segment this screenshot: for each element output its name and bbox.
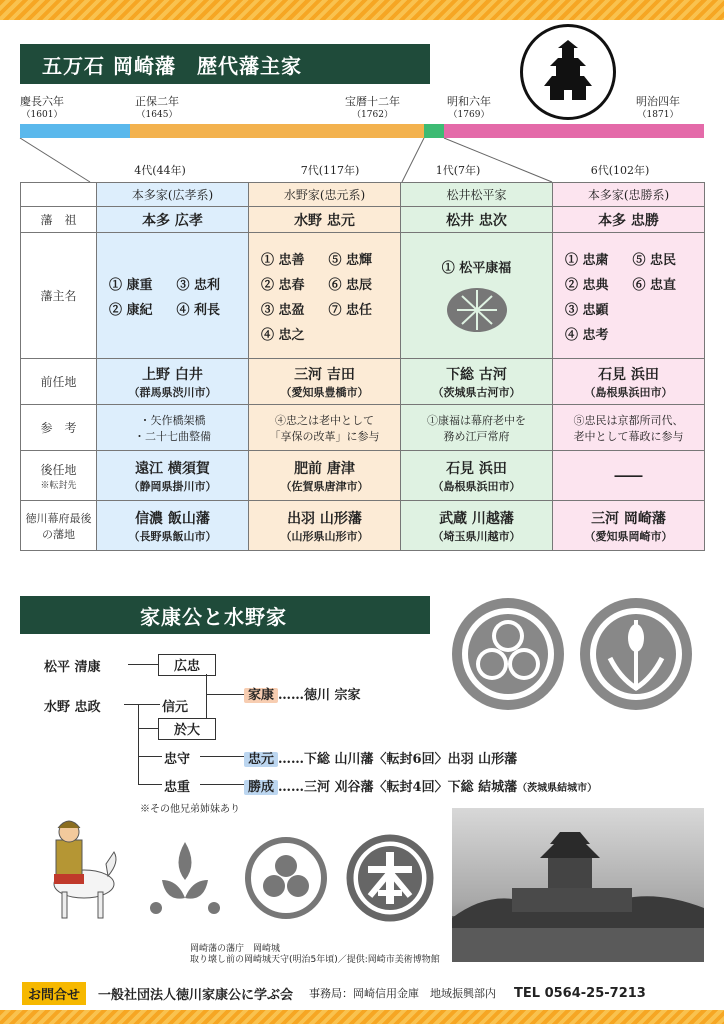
founder-name: 水野 忠元 [249,207,401,233]
top-stripe [0,0,724,20]
row-head-prev: 前任地 [21,359,97,405]
next-domain-cell: ―― [553,451,705,501]
siblings-note: ※その他兄弟姉妹あり [140,804,240,815]
samurai-horse-icon [26,814,122,926]
last-domain-cell: 信濃 飯山藩 （長野県飯山市） [97,501,249,551]
tree-line [138,756,162,757]
lord-name: ⑤ 忠民 [632,252,677,268]
timeline-label-1645: 正保二年 （1645） [135,95,179,120]
tadamoto-name: 忠元 [244,752,278,767]
lord-name: ⑥ 忠直 [632,277,677,293]
prev-domain-cell: 上野 白井 （群馬県渋川市） [97,359,249,405]
prev-domain-cell: 下総 古河 （茨城県古河市） [401,359,553,405]
timeline-label-1769: 明和六年 （1769） [447,95,491,120]
lord-name: ③ 忠利 [176,277,221,293]
founder-name: 本多 広孝 [97,207,249,233]
next-domain-cell: 石見 浜田 （島根県浜田市） [401,451,553,501]
tadamoto-line: 忠元 ……下総 山川藩〈転封6回〉出羽 山形藩 [244,748,517,767]
aoi-crest-icon [452,598,564,710]
lord-name: ④ 利長 [176,302,221,318]
tree-line [128,664,158,665]
timeline-segment-honda-tadakatsu [444,124,704,138]
next-domain-cell: 肥前 唐津 （佐賀県唐津市） [249,451,401,501]
prev-domain-cell: 石見 浜田 （島根県浜田市） [553,359,705,405]
row-head-founder: 藩 祖 [21,207,97,233]
generation-count-2: 7代(117年) [300,164,360,177]
lord-name: ⑥ 忠辰 [328,277,373,293]
honda-crest-icon [142,836,228,922]
paulownia-crest-icon [442,280,512,336]
timeline-segment-honda-hirotaka [20,124,130,138]
tree-line [138,728,158,729]
row-head-notes: 参 考 [21,405,97,451]
tadamori: 忠守 [164,752,191,767]
last-domain-cell: 出羽 山形藩 （山形県山形市） [249,501,401,551]
lord-name: ③ 忠顕 [565,302,609,318]
bottom-stripe [0,1010,724,1024]
tree-line [138,704,160,705]
timeline-segment-matsui [424,124,444,138]
tree-line [206,674,207,718]
last-domain-cell: 武蔵 川越藩 （埼玉県川越市） [401,501,553,551]
lords-table [20,182,705,551]
timeline-segment-mizuno [130,124,424,138]
photo-caption: 岡崎藩の藩庁 岡崎城 取り壊し前の岡崎城天守(明治5年頃)／提供:岡崎市美術博物館 [190,944,440,965]
okazaki-castle-photo [452,808,704,962]
kiri-crest-icon [244,836,328,920]
lord-name: ① 忠善 [261,252,305,268]
tree-line [138,784,162,785]
omodaka-crest-icon [580,598,692,710]
house-name: 本多家(忠勝系) [553,183,705,207]
nobumoto: 信元 [162,700,189,715]
lord-name: ③ 忠盈 [261,302,305,318]
lord-name: ① 康重 [109,277,153,293]
tadashige: 忠重 [164,780,191,795]
generation-count-1: 4代(44年) [134,164,186,177]
hon-character-crest-icon [346,834,434,922]
lord-name [633,299,693,318]
matsudaira-kiyoyasu: 松平 清康 [44,660,101,675]
contact-bar [0,980,724,1006]
lord-name: ⑦ 忠任 [328,302,373,318]
generation-count-3: 1代(7年) [435,164,481,177]
contact-org: 一般社団法人徳川家康公に学ぶ会 [98,987,294,1003]
tree-line [200,756,244,757]
founder-name: 松井 忠次 [401,207,553,233]
lord-name: ⑤ 忠輝 [328,252,373,268]
generation-count-4: 6代(102年) [590,164,650,177]
timeline-label-1762: 宝暦十二年 （1762） [345,95,400,120]
house-name: 松井松平家 [401,183,553,207]
castle-seal-icon [520,24,616,120]
lord-name: ② 忠典 [565,277,609,293]
ieyasu-name: 家康 [244,688,278,703]
tree-line [138,704,139,784]
katsunari-line: 勝成 ……三河 刈谷藩〈転封4回〉下総 結城藩（茨城県結城市） [244,776,597,795]
lord-name: ④ 忠之 [261,327,305,343]
founder-name: 本多 忠勝 [553,207,705,233]
row-head-lords: 藩主名 [21,233,97,359]
notes-cell: ④忠之は老中として 「享保の改革」に参与 [249,405,401,451]
notes-cell: ・矢作橋架橋 ・二十七曲整備 [97,405,249,451]
prev-domain-cell: 三河 吉田 （愛知県豊橋市） [249,359,401,405]
timeline-label-1601: 慶長六年 （1601） [20,95,64,120]
house-name: 本多家(広孝系) [97,183,249,207]
tree-line [206,694,244,695]
mizuno-tadamasa: 水野 忠政 [44,700,101,715]
lords-cell [249,233,401,359]
lords-cell [553,233,705,359]
notes-cell: ①康福は幕府老中を 務め江戸常府 [401,405,553,451]
lord-name: ① 忠粛 [565,252,609,268]
lords-cell [97,233,249,359]
ieyasu-line: 家康 ……徳川 宗家 [244,684,361,703]
table-corner [21,183,97,207]
odai-box: 於大 [158,718,216,740]
row-head-last: 徳川幕府最後の藩地 [21,501,97,551]
tree-line [200,784,244,785]
contact-office: 事務局：岡崎信用金庫 地域振興部内 [309,987,497,1000]
section-title-ieyasu-mizuno: 家康公と水野家 [20,596,430,634]
tree-line [124,704,138,705]
lord-name: ② 康紀 [109,302,153,318]
house-name: 水野家(忠元系) [249,183,401,207]
timeline-label-1871: 明治四年 （1871） [636,95,680,120]
katsunari-name: 勝成 [244,780,278,795]
page-title: 五万石 岡崎藩 歴代藩主家 [20,44,430,84]
notes-cell: ⑤忠民は京都所司代、 老中として幕政に参与 [553,405,705,451]
next-domain-cell: 遠江 横須賀 （静岡県掛川市） [97,451,249,501]
lord-name: ② 忠春 [261,277,305,293]
lords-cell [401,233,553,359]
contact-tag: お問合せ [22,982,86,1005]
contact-tel[interactable]: TEL 0564-25-7213 [514,985,646,1001]
row-head-next: 後任地 ※転封先 [21,451,97,501]
lord-name: ④ 忠考 [565,327,609,343]
hirotada-box: 広忠 [158,654,216,676]
lord-name: ① 松平康福 [441,260,512,276]
last-domain-cell: 三河 岡崎藩 （愛知県岡崎市） [553,501,705,551]
